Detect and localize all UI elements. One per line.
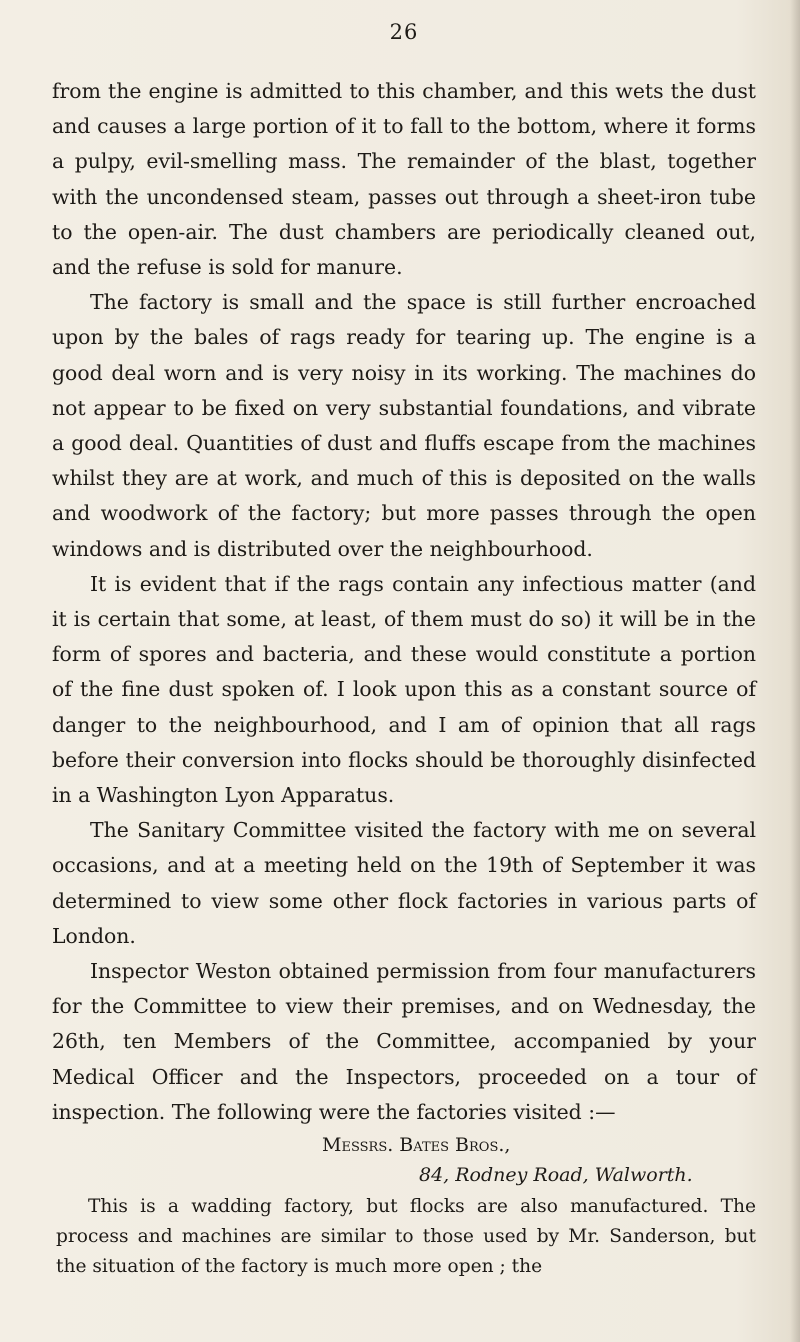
factory-address [52, 1130, 756, 1190]
firm-name: Messrs. Bates Bros., [322, 1134, 511, 1157]
paragraph-5: Inspector Weston obtained permission from four manufacturers for the Committee to view their premises, and on Wednesday, the 26th, ten Members of the Committee, accompanied by your Medical Officer and the Inspectors, proceeded on a tour of inspection. The following were the factories visited :— [52, 959, 756, 1124]
street-address-text: 84, Rodney Road, Walworth. [419, 1164, 693, 1187]
paragraph-3: It is evident that if the rags contain any infectious matter (and it is certain that some, at least, of them must do so) it will be in the form of spores and bacteria, and these would constitute a portion of the fine dust spoken of. I look upon this as a constant source of danger to the neighbourhood, and I am of opinion that all rags before their conversion into flocks should be thoroughly disinfected in a Washington Lyon Apparatus. [52, 571, 756, 808]
paragraph-2: The factory is small and the space is still further encroached upon by the bales of rags ready for tearing up. The engine is a good deal worn and is very noisy in its working. The machines do not appear to be fixed on very substantial foundations, and vibrate a good deal. Quantities of dust and fluffs escape from the machines whilst they are at work, and much of this is deposited on the walls and woodwork of the factory; but more passes through the open windows and is distributed over the neighbourhood. [52, 290, 756, 561]
page-number: 26 [389, 20, 419, 44]
closing-paragraph: This is a wadding factory, but flocks are also manufactured. The process and machines are similar to those used by Mr. Sanderson, but the situation of the factory is much more open ; the [56, 1196, 756, 1278]
paragraph-4: The Sanitary Committee visited the factory with me on several occasions, and at a meeting held on the 19th of September it was determined to view some other flock factories in various parts of London. [52, 818, 756, 948]
body-text [52, 74, 756, 1282]
paragraph-1: from the engine is admitted to this chamber, and this wets the dust and causes a large portion of it to fall to the bottom, where it forms a pulpy, evil-smelling mass. The remainder of the blast, together with the uncondensed steam, passes out through a sheet-iron tube to the open-air. The dust chambers are periodically cleaned out, and the refuse is sold for manure. [52, 79, 756, 280]
street-address [52, 1160, 756, 1190]
page-edge-shadow [790, 0, 800, 1342]
